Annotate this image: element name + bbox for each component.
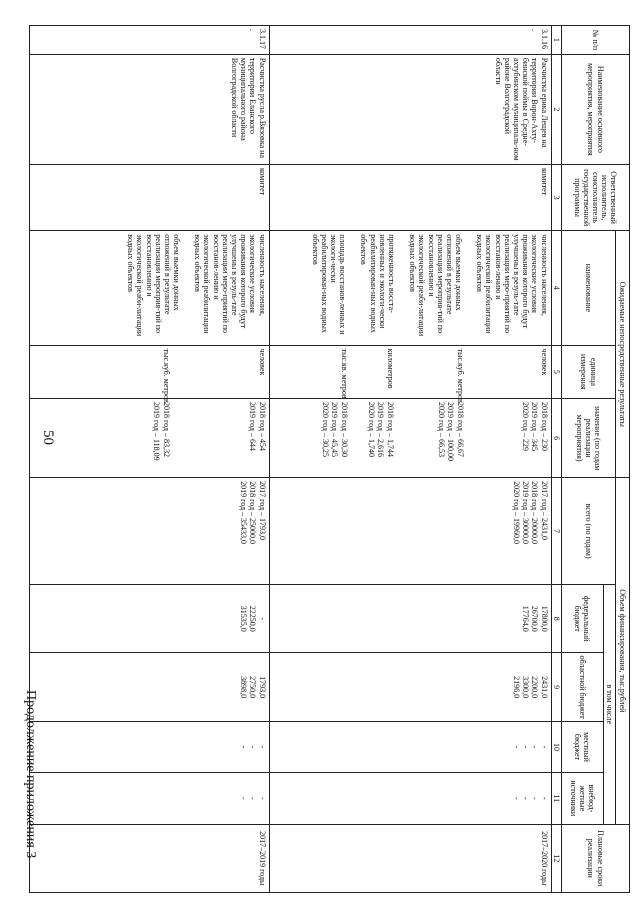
header-total: всего (по годам) <box>561 478 615 585</box>
finance-federal <box>269 585 551 653</box>
total-value: 2017 год – 2431,0 <box>539 481 549 541</box>
col-number: 6 <box>551 399 561 478</box>
federal-value: 31535,0 <box>239 605 249 632</box>
header-federal: федеральный бюджет <box>561 585 603 653</box>
local-value: - <box>539 745 549 749</box>
col-number: 5 <box>551 345 561 398</box>
result-unit: тыс.кв. метров <box>339 348 349 399</box>
result-units <box>269 345 551 403</box>
local-value: - <box>512 745 522 749</box>
regional-value: 2750,0 <box>248 676 258 699</box>
result-unit: тыс.куб. метров <box>161 348 171 403</box>
header-regional: областной бюджет <box>561 653 603 721</box>
result-value: 2018 год – 230 <box>539 402 549 451</box>
result-value: 2018 год – 30,30 <box>339 402 349 457</box>
header-res-name: наименование <box>561 231 615 345</box>
page-caption: Продолжение приложения 3 <box>23 690 38 859</box>
result-units <box>29 345 269 403</box>
col-number: 11 <box>551 773 561 824</box>
finance-extra <box>29 773 269 824</box>
row-number: 3.1.17. <box>29 26 269 55</box>
result-value: 2020 год – 1,740 <box>367 402 377 457</box>
result-names <box>29 231 269 345</box>
col-number: 4 <box>551 231 561 345</box>
extra-value: - <box>539 796 549 800</box>
result-value: 2020 год – 30,25 <box>321 402 331 457</box>
finance-extra <box>269 773 551 824</box>
result-value: 2018 год – 83,32 <box>161 402 171 457</box>
total-value: 2019 год – 35433,0 <box>239 481 249 545</box>
result-value: 2019 год – 118,09 <box>152 402 162 461</box>
col-number: 2 <box>551 54 561 164</box>
header-res-unit: единица измерения <box>561 345 615 398</box>
federal-value: 22250,0 <box>248 605 258 632</box>
result-value: 2018 год – 66,67 <box>455 402 465 457</box>
result-unit: человек <box>539 348 549 376</box>
result-value: 2019 год – 2,616 <box>376 402 386 457</box>
executor: комитет <box>29 164 269 230</box>
local-value: - <box>530 745 540 749</box>
finance-local <box>29 721 269 772</box>
extra-value: - <box>512 796 522 800</box>
header-incl: в том числе <box>603 585 615 824</box>
local-value: - <box>257 745 267 749</box>
col-number: 7 <box>551 478 561 585</box>
federal-value: - <box>257 617 267 621</box>
result-name: объем выемки донных отложений в результате реализации мероприя-тий по восстановлению и экологической реаби-литации водных объектов <box>408 234 464 337</box>
extra-value: - <box>239 796 249 800</box>
regional-value: 3300,0 <box>521 676 531 699</box>
finance-federal <box>29 585 269 653</box>
local-value: - <box>248 745 258 749</box>
header-num: № п/п <box>561 26 629 55</box>
header-finance: Объем финансирования, тыс.рублей <box>616 478 630 824</box>
extra-value: - <box>530 796 540 800</box>
planned-terms: 2017–2020 годы <box>269 824 551 893</box>
result-value: 2018 год – 1,744 <box>385 402 395 457</box>
regional-value: 3898,0 <box>239 676 249 699</box>
col-number: 3 <box>551 164 561 230</box>
local-value: - <box>239 745 249 749</box>
result-unit: километров <box>385 348 395 389</box>
finance-regional <box>29 653 269 721</box>
extra-value: - <box>521 796 531 800</box>
result-value: 2019 год – 345 <box>530 402 540 451</box>
regional-value: 2200,0 <box>530 676 540 699</box>
table-row <box>269 26 551 893</box>
finance-local <box>269 721 551 772</box>
executor: комитет <box>269 164 551 230</box>
result-name: численность населения, экологические условия проживания которого будут улучшены в резуль-тате реализации меро-приятий по восстанов-лению и экологической реабилитации водных объектов <box>193 234 267 334</box>
regional-value: 1793,0 <box>257 676 267 699</box>
result-values <box>269 399 551 478</box>
result-value: 2019 год – 644 <box>248 402 258 451</box>
header-results: Ожидаемые непосредственные результаты <box>616 231 630 478</box>
total-value: 2018 год – 25000,0 <box>248 481 258 545</box>
result-unit: человек <box>257 348 267 376</box>
col-number: 10 <box>551 721 561 772</box>
result-name: объем выемки донных отложений в результате реализации мероприя-тий по восстановлению и экологической реаби-литации водных объектов <box>126 234 182 337</box>
federal-value: 17764,0 <box>521 605 531 632</box>
result-unit: тыс.куб. метров <box>455 348 465 403</box>
result-value: 2019 год – 45,45 <box>330 402 340 457</box>
federal-value: 17800,0 <box>539 605 549 632</box>
header-name: Наименование основного мероприятия, мероприятия <box>561 54 629 164</box>
result-value: 2019 год – 100,00 <box>446 402 456 461</box>
finance-total <box>269 478 551 585</box>
measure-name: Расчистка русла р.Вязовка на территории Еланского муниципального района Волгоградской области <box>29 54 269 164</box>
table-row <box>29 26 269 893</box>
page-number: 50 <box>40 430 56 445</box>
result-name: численность населения, экологические условия проживания которого будут улучшены в резуль-тате реализации меро-приятий по восстанов-лению и экологической реабилитации водных объектов <box>475 234 549 334</box>
result-values <box>29 399 269 478</box>
program-table <box>29 25 630 893</box>
header-terms: Плановые сроки реализации <box>561 824 629 893</box>
result-value: 2020 год – 229 <box>521 402 531 451</box>
local-value: - <box>521 745 531 749</box>
regional-value: 2431,0 <box>539 676 549 699</box>
result-value: 2018 год – 454 <box>257 402 267 451</box>
result-name: площадь восстанов-ленных и экологи-чески реабилитирован-ных водных объектов <box>310 234 348 335</box>
result-value: 2020 год – 66,53 <box>437 402 447 457</box>
finance-regional <box>269 653 551 721</box>
row-number: 3.1.16. <box>269 26 551 55</box>
total-value: 2017 год – 1793,0 <box>257 481 267 541</box>
total-value: 2018 год – 20000,0 <box>530 481 540 545</box>
regional-value: 2196,0 <box>512 676 522 699</box>
federal-value: 26700,0 <box>530 605 540 632</box>
total-value: 2019 год – 30000,0 <box>521 481 531 545</box>
measure-name: Расчистка ерика Лещев на территории Ворон-Ахту-бинской поймы в Средне-ахтубинском муниципаль-ном районе Волгоградской области <box>269 54 551 164</box>
col-number: 1 <box>551 26 561 55</box>
col-number: 9 <box>551 653 561 721</box>
header-local: местный бюджет <box>561 721 603 772</box>
planned-terms: 2017–2019 годы <box>29 824 269 893</box>
col-number: 8 <box>551 585 561 653</box>
finance-total <box>29 478 269 585</box>
header-executor: Ответственный исполнитель, соисполнитель государственной программы <box>561 164 629 230</box>
col-number: 12 <box>551 824 561 893</box>
header-res-value: значение (по годам реализации мероприятия) <box>561 399 615 478</box>
header-extra: внебюд-жетные источники <box>561 773 603 824</box>
extra-value: - <box>248 796 258 800</box>
total-value: 2020 год – 19960,0 <box>512 481 522 545</box>
result-name: протяженность восста-новленных и экологи-чески реабилитирован-ных водных объектов <box>359 234 396 333</box>
result-names <box>269 231 551 345</box>
extra-value: - <box>257 796 267 800</box>
